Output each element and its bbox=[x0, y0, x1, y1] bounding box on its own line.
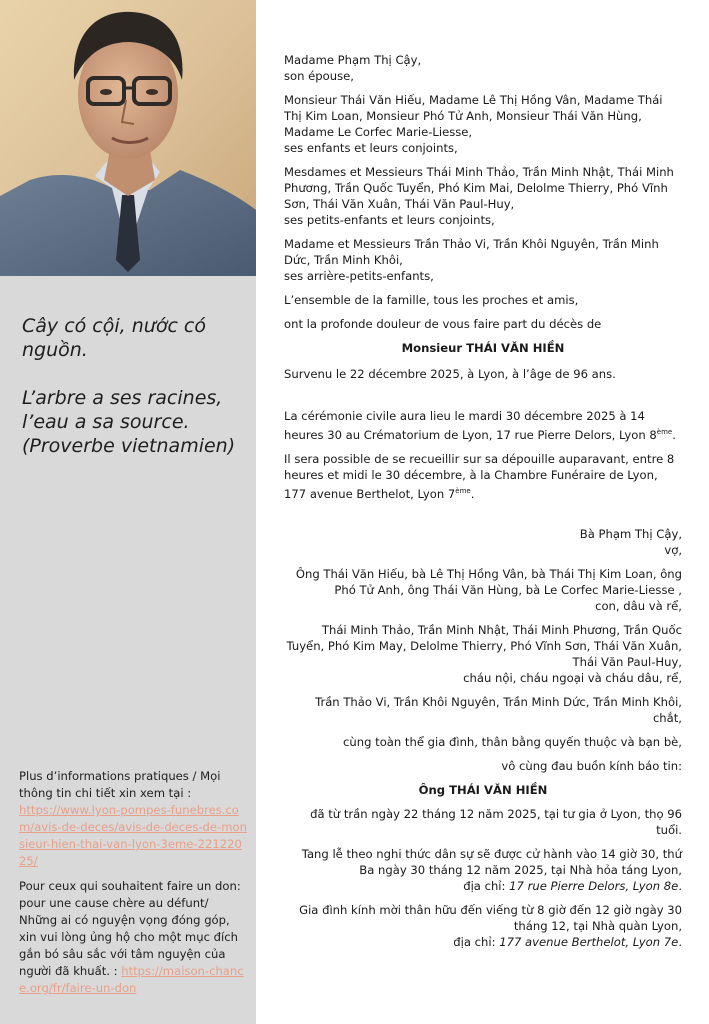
info-block bbox=[19, 768, 247, 870]
vi-ceremony-address: 17 rue Pierre Delors, Lyon 8e bbox=[509, 879, 679, 893]
fr-great-grandchildren-block bbox=[284, 236, 682, 284]
vi-visit-block: Gia đình kính mời thân hữu đến viếng từ 8 giờ đến 12 giờ ngày 30 tháng 12, tại Nhà quàn Lyon, địa chỉ: 177 avenue Berthelot, Lyon 7e. bbox=[299, 903, 682, 949]
vi-children: Ông Thái Văn Hiếu, bà Lê Thị Hồng Vân, bà Thái Thị Kim Loan, ông Phó Tử Anh, ông Thái Văn Hùng, bà Le Corfec Marie-Liesse , bbox=[295, 567, 682, 597]
fr-ceremony: La cérémonie civile aura lieu le mardi 30 décembre 2025 à 14 heures 30 au Crématorium de Lyon, 17 rue Pierre Delors, Lyon 8 bbox=[284, 409, 657, 442]
vi-children-role: con, dâu và rể, bbox=[595, 599, 682, 613]
fr-grandchildren-role: ses petits-enfants et leurs conjoints, bbox=[284, 213, 495, 227]
vi-children-block bbox=[284, 566, 682, 614]
fr-family: L’ensemble de la famille, tous les proches et amis, bbox=[284, 293, 579, 307]
practical-info bbox=[19, 768, 247, 1005]
proverb-french: L’arbre a ses racines, l’eau a sa source. bbox=[22, 387, 223, 433]
donation-text: Pour ceux qui souhaitent faire un don: pour une cause chère au défunt/ Những ai có nguyện vọng đóng góp, xin vui lòng ủng hộ cho một mục đích gắn bó sâu sắc với tâm nguyện của người đã khuất. : bbox=[19, 879, 241, 978]
proverb-source: (Proverbe vietnamien) bbox=[22, 435, 236, 457]
fr-visit-sup: ème bbox=[455, 486, 471, 495]
fr-deceased-date: Survenu le 22 décembre 2025, à Lyon, à l’âge de 96 ans. bbox=[284, 367, 616, 381]
french-announcement bbox=[284, 52, 682, 510]
proverb-vietnamese: Cây có cội, nước có nguồn. bbox=[22, 315, 206, 361]
vi-great-grandchildren-block bbox=[284, 694, 682, 726]
proverb-block bbox=[22, 314, 250, 482]
vi-ceremony-block: Tang lễ theo nghi thức dân sự sẽ được cử hành vào 14 giờ 30, thứ Ba ngày 30 tháng 12 năm 2025, tại Nhà hỏa táng Lyon, địa chỉ: 17 rue Pierre Delors, Lyon 8e. bbox=[301, 847, 682, 893]
vi-deceased-name: Ông THÁI VĂN HIỀN bbox=[418, 783, 548, 797]
fr-grandchildren-block bbox=[284, 164, 682, 228]
fr-grandchildren: Mesdames et Messieurs Thái Minh Thảo, Trần Minh Nhật, Thái Minh Phương, Trần Quốc Tuyển, Phó Kim Mai, Delolme Thierry, Phó Vĩnh Sơn, Thái Văn Xuân, Thái Văn Paul-Huy, bbox=[284, 165, 674, 211]
vi-grandchildren-block bbox=[284, 622, 682, 686]
vi-visit-address-label: địa chỉ: bbox=[453, 935, 496, 949]
vi-great-grandchildren-role: chắt, bbox=[652, 711, 682, 725]
vi-visit: Gia đình kính mời thân hữu đến viếng từ 8 giờ đến 12 giờ ngày 30 tháng 12, tại Nhà quàn Lyon, bbox=[299, 903, 682, 933]
vi-family: cùng toàn thể gia đình, thân bằng quyến thuộc và bạn bè, bbox=[343, 735, 682, 749]
sidebar bbox=[0, 0, 256, 1024]
fr-children: Monsieur Thái Văn Hiếu, Madame Lê Thị Hồng Vân, Madame Thái Thị Kim Loan, Monsieur Phó Tử Anh, Monsieur Thái Văn Hùng, Madame Le Corfec Marie-Liesse, bbox=[284, 93, 663, 139]
info-text: Plus d’informations pratiques / Mọi thông tin chi tiết xin xem tại : bbox=[19, 769, 221, 800]
vi-grandchildren: Thái Minh Thảo, Trần Minh Nhật, Thái Minh Phương, Trần Quốc Tuyển, Phó Kim May, Delolme Thierry, Phó Vĩnh Sơn, Thái Văn Xuân, Thái Văn Paul-Huy, bbox=[286, 623, 682, 669]
vi-announce: vô cùng đau buồn kính báo tin: bbox=[501, 759, 682, 773]
portrait-image bbox=[0, 0, 256, 276]
fr-children-role: ses enfants et leurs conjoints, bbox=[284, 141, 458, 155]
fr-great-grandchildren: Madame et Messieurs Trần Thảo Vi, Trần Khôi Nguyên, Trần Minh Dức, Trần Minh Khôi, bbox=[284, 237, 659, 267]
donation-link[interactable]: https://maison-chance.org/fr/faire-un-don bbox=[19, 964, 244, 995]
funeral-notice-link[interactable]: https://www.lyon-pompes-funebres.com/avis-de-deces/avis-de-deces-de-monsieur-hien-thai-van-lyon-3eme-22122025/ bbox=[19, 803, 247, 868]
fr-deceased-name: Monsieur THÁI VĂN HIỀN bbox=[401, 341, 565, 355]
vi-grandchildren-role: cháu nội, cháu ngoại và cháu dâu, rể, bbox=[463, 671, 682, 685]
fr-great-grandchildren-role: ses arrière-petits-enfants, bbox=[284, 269, 434, 283]
vi-ceremony: Tang lễ theo nghi thức dân sự sẽ được cử hành vào 14 giờ 30, thứ Ba ngày 30 tháng 12 năm 2025, tại Nhà hỏa táng Lyon, bbox=[301, 847, 682, 877]
vi-spouse-role: vợ, bbox=[664, 543, 682, 557]
fr-children-block bbox=[284, 92, 682, 156]
vi-great-grandchildren: Trần Thảo Vi, Trần Khôi Nguyên, Trần Minh Dức, Trần Minh Khôi, bbox=[315, 695, 682, 709]
donation-block bbox=[19, 878, 247, 997]
vietnamese-announcement bbox=[284, 526, 682, 958]
fr-spouse: Madame Phạm Thị Cậy, bbox=[284, 53, 422, 67]
vi-deceased-date: đã từ trần ngày 22 tháng 12 năm 2025, tại tư gia ở Lyon, thọ 96 tuổi. bbox=[310, 807, 682, 837]
vi-spouse-block bbox=[284, 526, 682, 558]
fr-ceremony-block: La cérémonie civile aura lieu le mardi 30 décembre 2025 à 14 heures 30 au Crématorium de Lyon, 17 rue Pierre Delors, Lyon 8ème. bbox=[284, 409, 676, 442]
fr-visit-block: Il sera possible de se recueillir sur sa dépouille auparavant, entre 8 heures et midi le 30 décembre, à la Chambre Funéraire de Lyon, 177 avenue Berthelot, Lyon 7ème. bbox=[284, 451, 675, 501]
fr-visit: Il sera possible de se recueillir sur sa dépouille auparavant, entre 8 heures et midi le 30 décembre, à la Chambre Funéraire de Lyon, 177 avenue Berthelot, Lyon 7 bbox=[284, 451, 675, 501]
fr-announce: ont la profonde douleur de vous faire part du décès de bbox=[284, 317, 602, 331]
vi-spouse: Bà Phạm Thị Cậy, bbox=[579, 527, 682, 541]
fr-spouse-role: son épouse, bbox=[284, 69, 354, 83]
vi-visit-address: 177 avenue Berthelot, Lyon 7e bbox=[499, 935, 679, 949]
vi-ceremony-address-label: địa chỉ: bbox=[463, 879, 506, 893]
portrait-painting bbox=[0, 0, 256, 276]
fr-ceremony-sup: ème bbox=[656, 428, 673, 436]
fr-spouse-block bbox=[284, 52, 682, 84]
